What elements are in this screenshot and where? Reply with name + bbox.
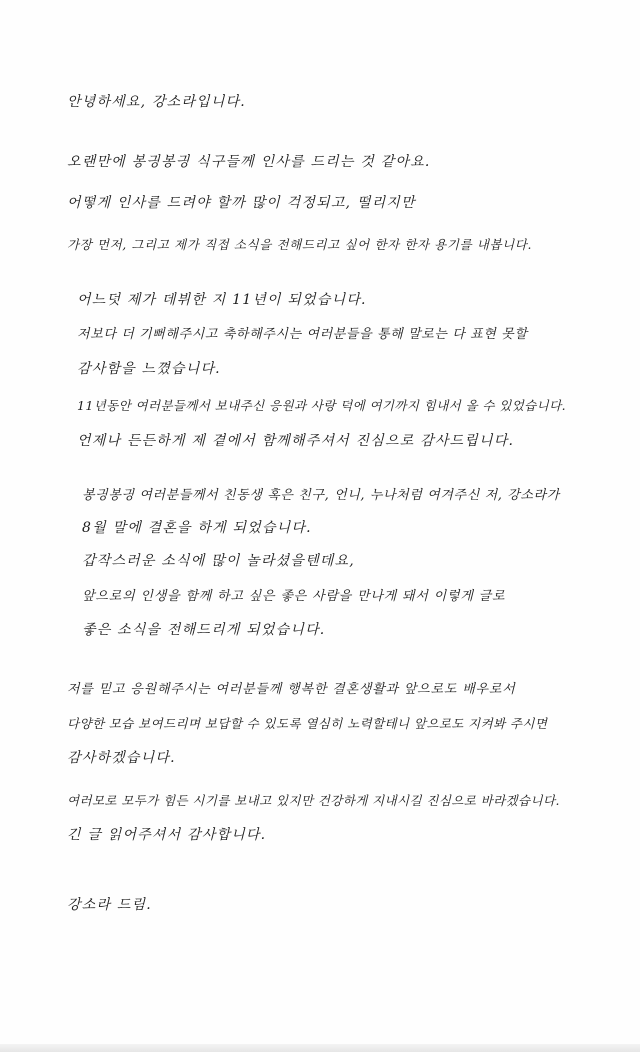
letter-signature: 강소라 드림. <box>67 897 152 913</box>
letter-line: 가장 먼저, 그리고 제가 직접 소식을 전해드리고 싶어 한자 한자 용기를 내봅니다. <box>67 237 533 252</box>
letter-line: 다양한 모습 보여드리며 보답할 수 있도록 열심히 노력할테니 앞으로도 지켜봐 주시면 <box>67 716 548 731</box>
letter-line: 저보다 더 기뻐해주시고 축하해주시는 여러분들을 통해 말로는 다 표현 못할 <box>77 327 528 342</box>
letter-line: 저를 믿고 응원해주시는 여러분들께 행복한 결혼생활과 앞으로도 배우로서 <box>67 682 516 697</box>
letter-line: 여러모로 모두가 힘든 시기를 보내고 있지만 건강하게 지내시길 진심으로 바라겠습니다. <box>67 793 560 808</box>
letter-line: 좋은 소식을 전해드리게 되었습니다. <box>82 622 326 638</box>
letter-line: 긴 글 읽어주셔서 감사합니다. <box>67 827 267 843</box>
letter-line: 어떻게 인사를 드려야 할까 많이 걱정되고, 떨리지만 <box>67 195 416 211</box>
letter-line: 앞으로의 인생을 함께 하고 싶은 좋은 사람을 만나게 돼서 이렇게 글로 <box>82 589 506 604</box>
letter-line: 언제나 든든하게 제 곁에서 함께해주셔서 진심으로 감사드립니다. <box>77 433 515 449</box>
letter-greeting: 안녕하세요, 강소라입니다. <box>67 94 246 110</box>
letter-line: 8월 말에 결혼을 하게 되었습니다. <box>82 520 312 536</box>
letter-line: 감사함을 느꼈습니다. <box>77 361 221 377</box>
letter-line: 봉긩봉긩 여러분들께서 친동생 혹은 친구, 언니, 누나처럼 여겨주신 저, 강소라가 <box>82 488 560 503</box>
letter-line: 감사하겠습니다. <box>67 750 176 766</box>
letter-line: 11년동안 여러분들께서 보내주신 응원과 사랑 덕에 여기까지 힘내서 올 수 있었습니다. <box>77 398 566 413</box>
letter-line: 오랜만에 봉긩봉긩 식구들께 인사를 드리는 것 같아요. <box>67 154 431 170</box>
letter-line: 어느덧 제가 데뷔한 지 11년이 되었습니다. <box>77 292 367 308</box>
letter-line: 갑작스러운 소식에 많이 놀라셨을텐데요, <box>82 553 355 569</box>
